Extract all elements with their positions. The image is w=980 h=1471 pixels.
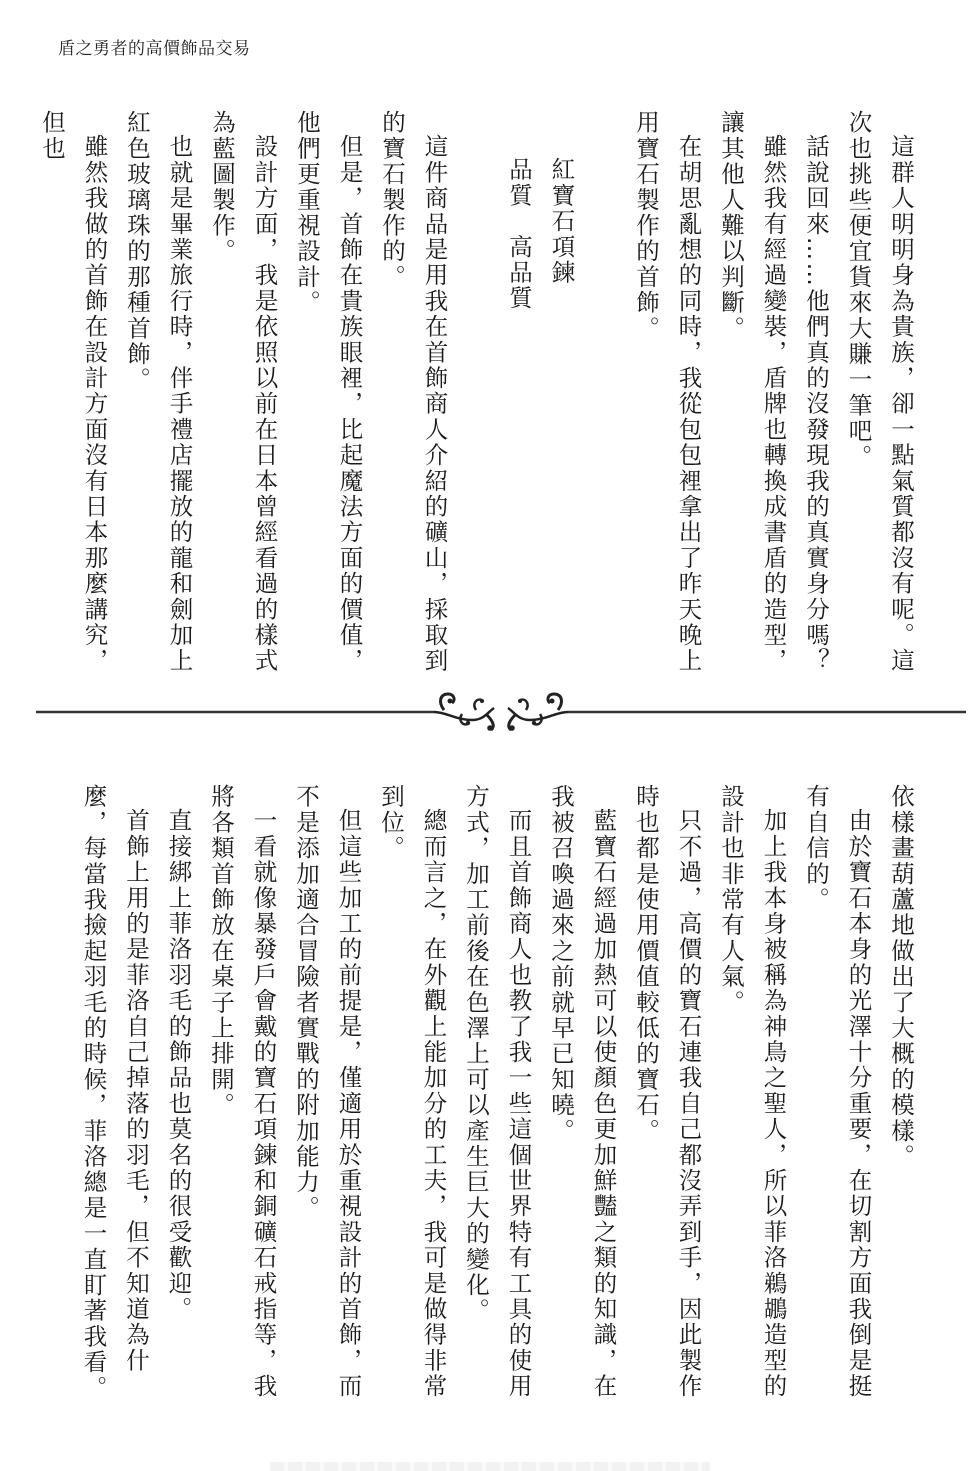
paragraph: 但這些加工的前提是，僅適用於重視設計的首飾，而不是添加適合冒險者實戰的附加能力。 bbox=[292, 784, 363, 1399]
paragraph: 總而言之，在外觀上能加分的工夫，我可是做得非常到位。 bbox=[377, 784, 448, 1399]
running-header-title: 盾之勇者的高價飾品交易 bbox=[58, 39, 251, 59]
paragraph: 話說回來……他們真的沒發現我的真實身分嗎？ bbox=[802, 133, 830, 674]
paragraph: 直接綁上菲洛羽毛的飾品也莫名的很受歡迎。 bbox=[164, 807, 193, 1322]
faint-bleed-through-line bbox=[270, 1462, 710, 1471]
blank-line bbox=[456, 110, 498, 685]
paragraph: 由於寶石本身的光澤十分重要，在切割方面我倒是挺有自信的。 bbox=[802, 784, 873, 1399]
paragraph: 雖然我做的首飾在設計方面沒有日本那麼講究，但也 bbox=[38, 110, 109, 674]
top-text-section bbox=[38, 110, 922, 685]
paragraph: 雖然我有經過變裝，盾牌也轉換成書盾的造型，讓其他人難以判斷。 bbox=[717, 110, 788, 674]
paragraph: 這件商品是用我在首飾商人介紹的礦山，採取到的寶石製作的。 bbox=[378, 110, 449, 674]
paragraph: 依樣畫葫蘆地做出了大概的模樣。 bbox=[887, 784, 915, 1170]
paragraph: 加上我本身被稱為神鳥之聖人，所以菲洛鵜鶘造型的設計也非常有人氣。 bbox=[717, 784, 788, 1399]
ornamental-divider bbox=[36, 690, 966, 734]
blank-line bbox=[583, 110, 625, 685]
paragraph: 只不過，高價的寶石連我自己都沒弄到手，因此製作時也都是使用價值較低的寶石。 bbox=[632, 784, 703, 1399]
paragraph: 也就是畢業旅行時，伴手禮店擺放的龍和劍加上紅色玻璃珠的那種首飾。 bbox=[123, 110, 194, 674]
paragraph: 首飾上用的是菲洛自己掉落的羽毛，但不知道為什麼，每當我撿起羽毛的時候，菲洛總是一直盯著我看。 bbox=[79, 784, 150, 1401]
ornamental-scroll-divider-icon bbox=[36, 690, 966, 734]
paragraph: 這群人明明身為貴族，卻一點氣質都沒有呢。這次也挑些便宜貨來大賺一筆吧。 bbox=[844, 110, 915, 674]
paragraph: 在胡思亂想的同時，我從包包裡拿出了昨天晚上用寶石製作的首飾。 bbox=[632, 110, 703, 674]
paragraph: 但是，首飾在貴族眼裡，比起魔法方面的價值，他們更重視設計。 bbox=[293, 110, 364, 674]
item-name: 紅寶石項鍊 bbox=[547, 157, 576, 286]
paragraph: 而且首飾商人也教了我一些這個世界特有工具的使用方式，加工前後在色澤上可以產生巨大的變化。 bbox=[462, 784, 533, 1399]
item-quality: 品質 高品質 bbox=[505, 157, 533, 312]
paragraph: 藍寶石經過加熱可以使顏色更加鮮豔之類的知識，在我被召喚過來之前就早已知曉。 bbox=[547, 784, 618, 1399]
paragraph: 設計方面，我是依照以前在日本曾經看過的樣式為藍圖製作。 bbox=[208, 110, 279, 674]
bottom-text-section bbox=[42, 784, 922, 1404]
paragraph: 一看就像暴發戶會戴的寶石項鍊和銅礦石戒指等，我將各類首飾放在桌子上排開。 bbox=[207, 784, 278, 1399]
